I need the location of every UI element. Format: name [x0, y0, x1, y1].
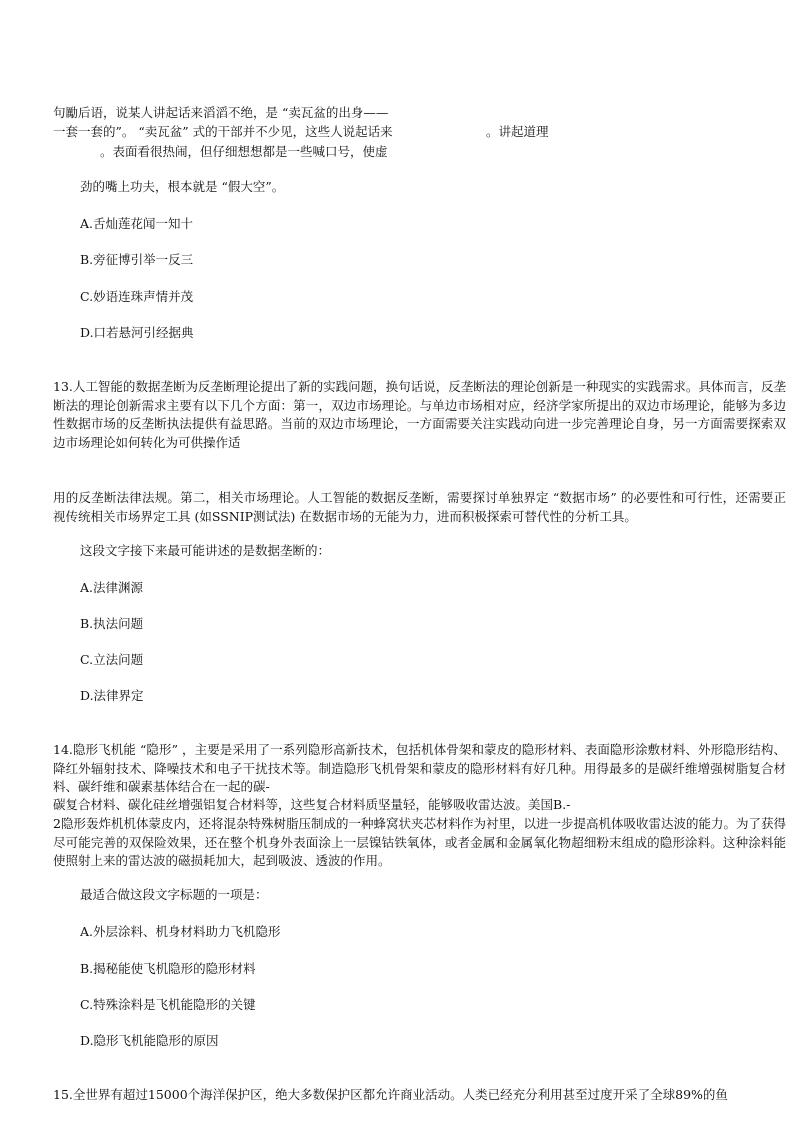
q12-stem-line-4: 劲的嘴上功夫，根本就是 “假大空”。	[80, 179, 285, 194]
q14-option-a[interactable]: A.外层涂料、机身材料助力飞机隐形	[80, 924, 281, 939]
q14-stem-paragraph-3: 2隐形轰炸机机体蒙皮内，还将混杂特殊树脂压制成的一种蜂窝状夹芯材料作为衬里，以进一步提高机体吸收雷达波的能力。为了获得尽可能完善的双保险效果，还在整个机身外表面涂上一层镍钴铁氧体，或者金属和金属氧化物超细粉末组成的隐形涂料。这种涂料能使照射上来的雷达波的磁损耗加大，起到吸波、透波的作用。	[53, 816, 786, 868]
q14-stem-paragraph-2: 碳复合材料、碳化硅丝增强铝复合材料等，这些复合材料质坚量轻，能够吸收雷达波。美国B.-	[53, 797, 571, 812]
q14-question: 最适合做这段文字标题的一项是：	[80, 887, 268, 902]
q12-option-c[interactable]: C.妙语连珠声情并茂	[80, 289, 194, 304]
q12-stem-line-2-end: 。讲起道理	[486, 124, 549, 139]
q12-option-d[interactable]: D.口若悬河引经据典	[80, 325, 194, 340]
q14-stem-paragraph-1: 14.隐形飞机能 “隐形” ，主要是采用了一系列隐形高新技术，包括机体骨架和蒙皮的隐形材料、表面隐形涂敷材料、外形隐形结构、降红外辐射技术、降噪技术和电子干扰技术等。制造隐形飞机骨架和蒙皮的隐形材料有好几种。用得最多的是碳纤维增强树脂复合材料、碳纤维和碳素基体结合在一起的碳-	[53, 742, 786, 794]
q15-stem-line-1: 15.全世界有超过15000个海洋保护区，绝大多数保护区都允许商业活动。人类已经充分利用甚至过度开采了全球89%的鱼	[53, 1087, 728, 1102]
q12-stem-line-3: 。表面看很热闹，但仔细想想都是一些喊口号，使虚	[100, 144, 388, 159]
q14-option-c[interactable]: C.特殊涂料是飞机能隐形的关键	[80, 997, 256, 1012]
q13-stem-paragraph-1: 13.人工智能的数据垄断为反垄断理论提出了新的实践问题，换句话说，反垄断法的理论创新是一种现实的实践需求。具体而言，反垄断法的理论创新需求主要有以下几个方面：第一，双边市场理论。与单边市场相对应，经济学家所提出的双边市场理论，能够为多边性数据市场的反垄断执法提供有益思路。当前的双边市场理论，一方面需要关注实践动向进一步完善理论自身，另一方面需要探索双边市场理论如何转化为可供操作适	[53, 379, 786, 450]
q13-question: 这段文字接下来最可能讲述的是数据垄断的：	[80, 543, 331, 558]
q13-option-d[interactable]: D.法律界定	[80, 688, 144, 703]
q12-stem-line-2: 一套一套的”。 “卖瓦盆” 式的干部并不少见，这些人说起话来	[53, 124, 393, 139]
q12-option-a[interactable]: A.舌灿莲花闻一知十	[80, 216, 194, 231]
q13-option-a[interactable]: A.法律渊源	[80, 580, 144, 595]
q14-option-d[interactable]: D.隐形飞机能隐形的原因	[80, 1033, 219, 1048]
q13-option-c[interactable]: C.立法问题	[80, 652, 144, 667]
q12-option-b[interactable]: B.旁征博引举一反三	[80, 252, 194, 267]
q13-stem-paragraph-2: 用的反垄断法律法规。第二，相关市场理论。人工智能的数据反垄断，需要探讨单独界定 “数据市场” 的必要性和可行性，还需要正视传统相关市场界定工具 (如SSNIP测试法) 在数据市场的无能为力，进而积极探索可替代性的分析工具。	[53, 490, 786, 524]
q14-option-b[interactable]: B.揭秘能使飞机隐形的隐形材料	[80, 961, 256, 976]
q13-option-b[interactable]: B.执法问题	[80, 616, 144, 631]
q12-stem-line-1: 句勵后语，说某人讲起话来滔滔不绝，是 “卖瓦盆的出身——	[53, 105, 389, 120]
